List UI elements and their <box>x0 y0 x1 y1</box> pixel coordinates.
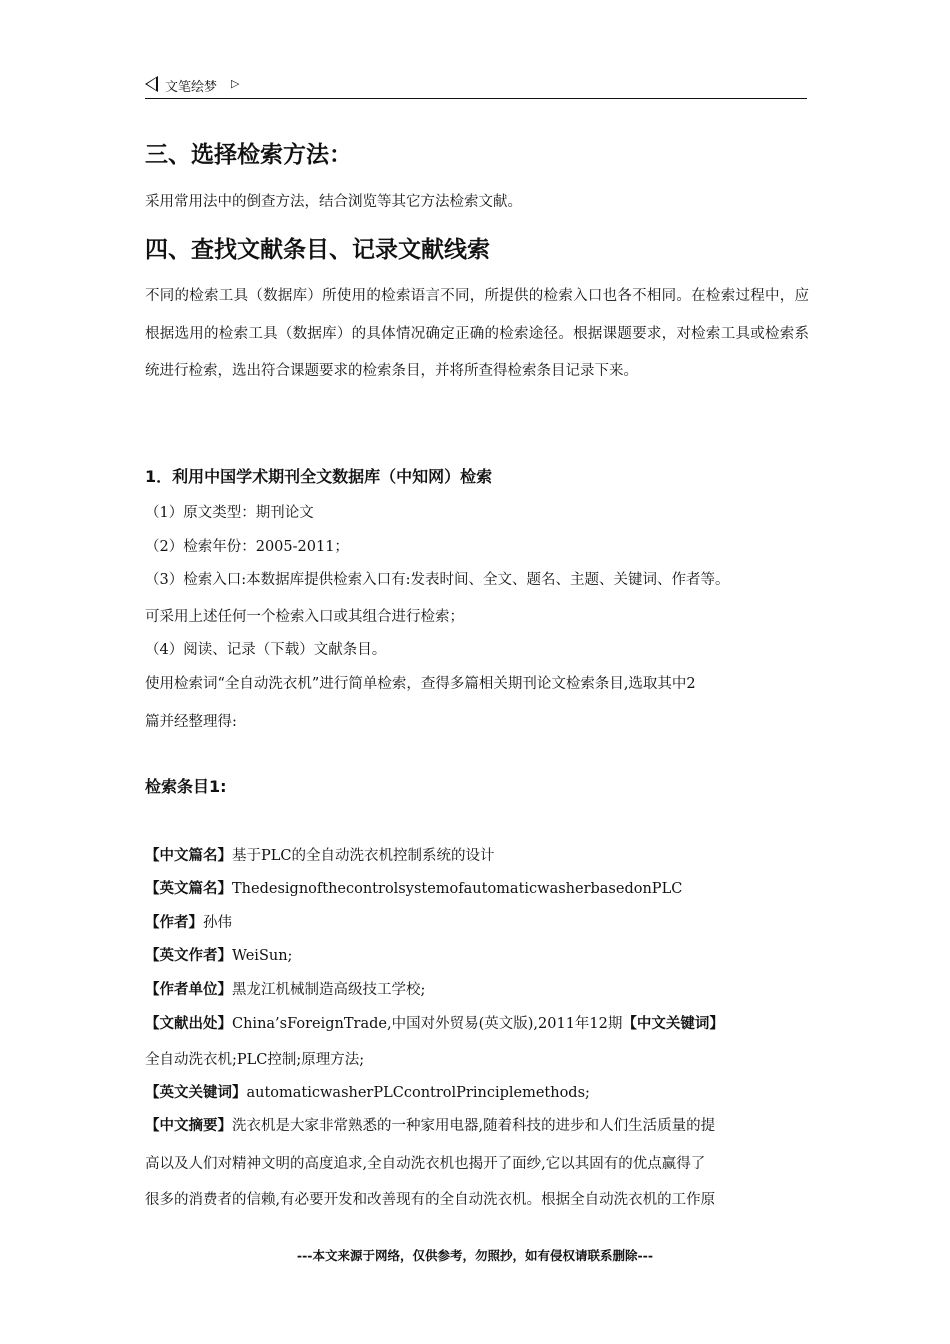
value-author: 孙伟 <box>203 915 232 931</box>
section3-text: 采用常用法中的倒查方法，结合浏览等其它方法检索文献。 <box>145 194 522 210</box>
page-header <box>145 74 807 99</box>
record-en-title <box>145 877 682 898</box>
value-en-title: ThedesignofthecontrolsystemofautomaticwasherbasedonPLC <box>232 881 683 897</box>
label-en-keywords: 【英文关键词】 <box>145 1085 247 1101</box>
label-author: 【作者】 <box>145 915 203 931</box>
record-abstract-line-1 <box>145 1114 715 1135</box>
sub1-item-2: （2）检索年份：2005-2011； <box>145 539 349 555</box>
value-en-keywords: automaticwasherPLCcontrolPrinciplemethods; <box>246 1085 590 1101</box>
label-en-title: 【英文篇名】 <box>145 881 232 897</box>
record-en-keywords <box>145 1081 590 1102</box>
sub1-item-5: （4）阅读、记录（下载）文献条目。 <box>145 642 387 658</box>
record-en-author <box>145 944 292 965</box>
label-cn-keywords: 【中文关键词】 <box>622 1016 724 1032</box>
sub1-title: 1．利用中国学术期刊全文数据库（中知网）检索 <box>145 467 493 486</box>
label-cn-title: 【中文篇名】 <box>145 848 232 864</box>
header-brand: 文笔绘梦 <box>165 80 218 95</box>
record-cn-title <box>145 844 494 865</box>
value-abstract-1: 洗衣机是大家非常熟悉的一种家用电器,随着科技的进步和人们生活质量的提 <box>232 1118 716 1134</box>
sub1-item-4: 可采用上述任何一个检索入口或其组合进行检索； <box>145 609 464 625</box>
label-abstract: 【中文摘要】 <box>145 1118 232 1134</box>
label-source: 【文献出处】 <box>145 1016 232 1032</box>
sub1-item-3: （3）检索入口:本数据库提供检索入口有:发表时间、全文、题名、主题、关键词、作者等。 <box>145 572 730 588</box>
section4-paragraph: 不同的检索工具（数据库）所使用的检索语言不同，所提供的检索入口也各不相同。在检索过程中，应根据选用的检索工具（数据库）的具体情况确定正确的检索途径。根据课题要求，对检索工具或检索系统进行检索，选出符合课题要求的检索条目，并将所查得检索条目记录下来。 <box>145 288 809 379</box>
page-footer: ---本文来源于网络，仅供参考，勿照抄，如有侵权请联系删除--- <box>296 1248 654 1263</box>
record-author <box>145 911 232 932</box>
record-cn-keywords: 全自动洗衣机;PLC控制;原理方法; <box>145 1052 365 1068</box>
usage-line-2: 篇并经整理得: <box>145 714 237 730</box>
usage-line-1: 使用检索词“全自动洗衣机”进行简单检索，查得多篇相关期刊论文检索条目,选取其中2 <box>145 676 696 692</box>
label-en-author: 【英文作者】 <box>145 948 232 964</box>
record1-title: 检索条目1: <box>145 777 227 796</box>
record-abstract-line-2: 高以及人们对精神文明的高度追求,全自动洗衣机也揭开了面纱,它以其固有的优点赢得了 <box>145 1156 706 1172</box>
right-triangle-icon: ▷ <box>231 77 240 90</box>
value-unit: 黑龙江机械制造高级技工学校; <box>232 982 426 998</box>
section3-title: 三、选择检索方法： <box>145 142 352 168</box>
record-abstract-line-3: 很多的消费者的信赖,有必要开发和改善现有的全自动洗衣机。根据全自动洗衣机的工作原 <box>145 1192 716 1208</box>
value-cn-title: 基于PLC的全自动洗衣机控制系统的设计 <box>232 848 495 864</box>
record-unit <box>145 978 425 999</box>
sub1-item-1: （1）原文类型：期刊论文 <box>145 505 314 521</box>
section4-title: 四、查找文献条目、记录文献线索 <box>145 237 490 263</box>
value-source: China’sForeignTrade,中国对外贸易(英文版),2011年12期 <box>232 1016 623 1032</box>
left-triangle-icon <box>145 76 158 92</box>
record-source <box>145 1012 724 1033</box>
label-unit: 【作者单位】 <box>145 982 232 998</box>
value-en-author: WeiSun; <box>232 948 293 964</box>
